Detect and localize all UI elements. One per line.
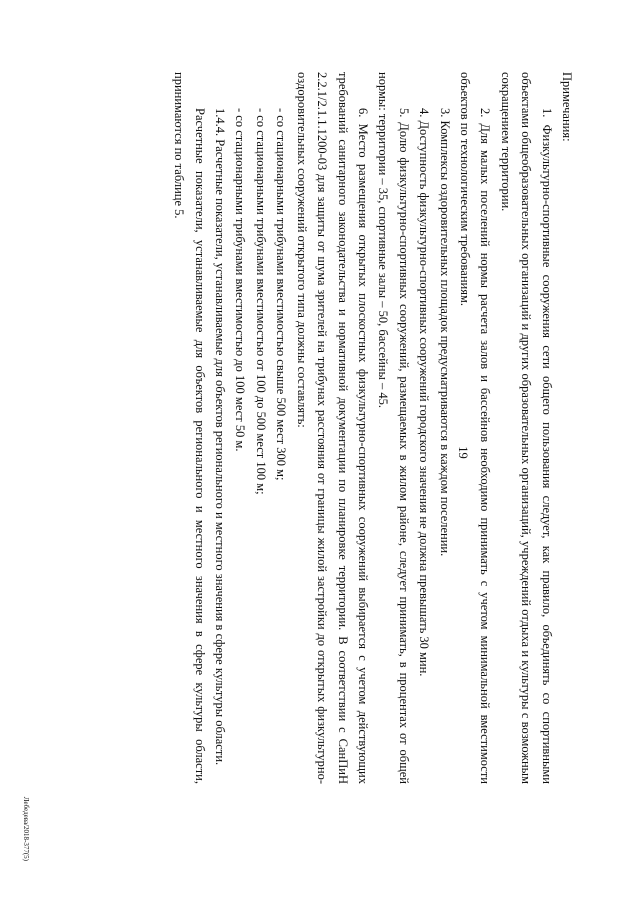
note-1: 1. Физкультурно-спортивные сооружения сети общего пользования следует, как правило, объединять со спортивными объектами общеобразовательных организаций и других образовательных организаций, учреждений отдыха и культуры с возможным сокращением территории. — [498, 72, 554, 784]
note-6: 6. Место размещения открытых плоскостных физкультурно-спортивных сооружений выбирается с учетом действующих требований санитарного законодательства и нормативной документации по планировке территории. В соответствии с СанПиН 2.2.1/2.1.1.1200-03 для защиты от шума зрителей на трибунах расстояния от границы жилой застройки до открытых физкультурно-оздоровительных сооружений открытого типа должны составлять: — [294, 72, 370, 784]
closing-paragraph: Расчетные показатели, устанавливаемые для объектов регионального и местного значения в сфере культуры области, принимаются по таблице 5. — [172, 72, 207, 784]
notes-heading: Примечания: — [560, 72, 574, 142]
distance-item: - со стационарными трибунами вместимостью до 100 мест 50 м. — [233, 108, 248, 452]
document-body — [169, 72, 577, 784]
footer-code: Лебедева/2018-377(5) — [22, 796, 30, 861]
distance-item: - со стационарными трибунами вместимостью свыше 500 мест 300 м; — [274, 108, 289, 481]
note-3: 3. Комплексы оздоровительных площадок предусматриваются в каждом поселении. — [437, 108, 452, 557]
distance-item: - со стационарными трибунами вместимостью от 100 до 500 мест 100 м; — [253, 108, 268, 495]
page-number: 19 — [456, 446, 470, 459]
note-2: 2. Для малых поселений нормы расчета залов и бассейнов необходимо принимать с учетом минимальной вместимости объектов по технологическим требованиям. — [457, 72, 493, 784]
note-4: 4. Доступность физкультурно-спортивных сооружений городского значения не должна превышать 30 мин. — [417, 108, 432, 677]
section-heading: 1.4.4. Расчетные показатели, устанавливаемые для объектов регионального и местного значения в сфере культуры области. — [213, 108, 228, 766]
note-5: 5. Долю физкультурно-спортивных сооружений, размещаемых в жилом районе, следует принимать, в процентах от общей нормы: территории – 35, спортивные залы – 50, бассейны – 45. — [376, 72, 411, 784]
